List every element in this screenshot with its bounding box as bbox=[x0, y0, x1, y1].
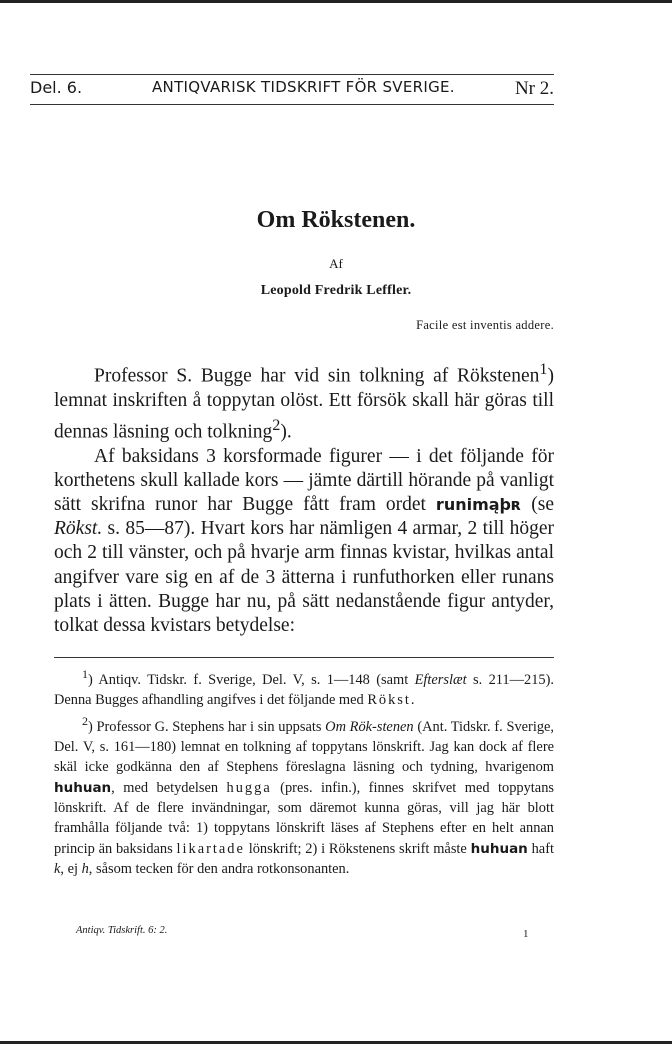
footnote-ref-1: 1 bbox=[539, 360, 548, 378]
byline-af: Af bbox=[329, 256, 343, 271]
paragraph-2: Af baksidans 3 korsformade figurer — i det följande för korthetens skull kallade kors — jämte därtill hörande på vanligt sätt skrifna runor har Bugge fått fram ordet runimąþʀ (se Rökst. s. 85—87). Hvart kors har nämligen 4 armar, 2 till höger och 2 till vänster, och på hvarje arm finnas kvistar, hvilkas antal angifver vare sig en af de 3 ätterna i runfuthorken eller runans plats i ätten. Bugge har nu, på sätt nedanstående figur antyder, tolkat dessa kvistars betydelse: bbox=[54, 445, 554, 637]
printer-signature: Antiqv. Tidskrift. 6: 2. bbox=[76, 925, 168, 936]
page-bottom-edge bbox=[0, 1041, 672, 1044]
footnote-1: $^1$) Antiqv. Tidskr. f. Sverige, Del. V, s. 1—148 (samt Efterslæt s. 211—215). Denna Bugges afhandling angifves i det följande med Rökst. bbox=[54, 667, 554, 709]
runic-word: runimąþʀ bbox=[435, 495, 522, 515]
page-top-edge bbox=[0, 0, 672, 3]
issue-number: Nr 2. bbox=[514, 78, 554, 99]
article-title: Om Rökstenen. bbox=[256, 207, 416, 233]
footnote-2: $^2$) Professor G. Stephens har i sin uppsats Om Rök-stenen (Ant. Tidskr. f. Sverige, Del. V, s. 161—180) lemnat en tolkning af toppytans lönskrift. Jag kan dock af flere skäl icke godkänna den af Stephens föreslagna läsning och tydning, hvarigenom huhuan, med betydelsen hugga (pres. infin.), finnes skrifvet med toppytans lönskrift. Af de flere invändningar, som däremot kunna göras, vill jag här blott framhålla följande två: 1) toppytans lönskrift läses af Stephens efter en helt annan princip än baksidans likartade lönskrift; 2) i Rökstenens skrift måste huhuan haft k, ej h, såsom tecken för den andra rotkonsonanten. bbox=[54, 713, 555, 878]
footnotes bbox=[54, 664, 554, 880]
volume-label: Del. 6. bbox=[30, 78, 83, 97]
sheet-number: 1 bbox=[523, 928, 529, 940]
body-text bbox=[54, 357, 554, 638]
author-name: Leopold Fredrik Leffler. bbox=[260, 283, 412, 298]
reference-rokst: Rökst. bbox=[54, 518, 103, 540]
paragraph-1: Professor S. Bugge har vid sin tolkning af Rökstenen$^1$) lemnat inskriften å toppytan olöst. Ett försök skall här göras till dennas läsning och tolkning$^2$). bbox=[54, 360, 554, 443]
running-head bbox=[30, 78, 554, 102]
motto: Facile est inventis addere. bbox=[416, 318, 554, 332]
journal-title: ANTIQVARISK TIDSKRIFT FÖR SVERIGE. bbox=[152, 78, 455, 96]
header-rule-top bbox=[30, 74, 554, 75]
footnote-separator bbox=[54, 657, 554, 658]
footnote-ref-2: 2 bbox=[272, 415, 281, 434]
header-rule-bottom bbox=[30, 104, 554, 105]
